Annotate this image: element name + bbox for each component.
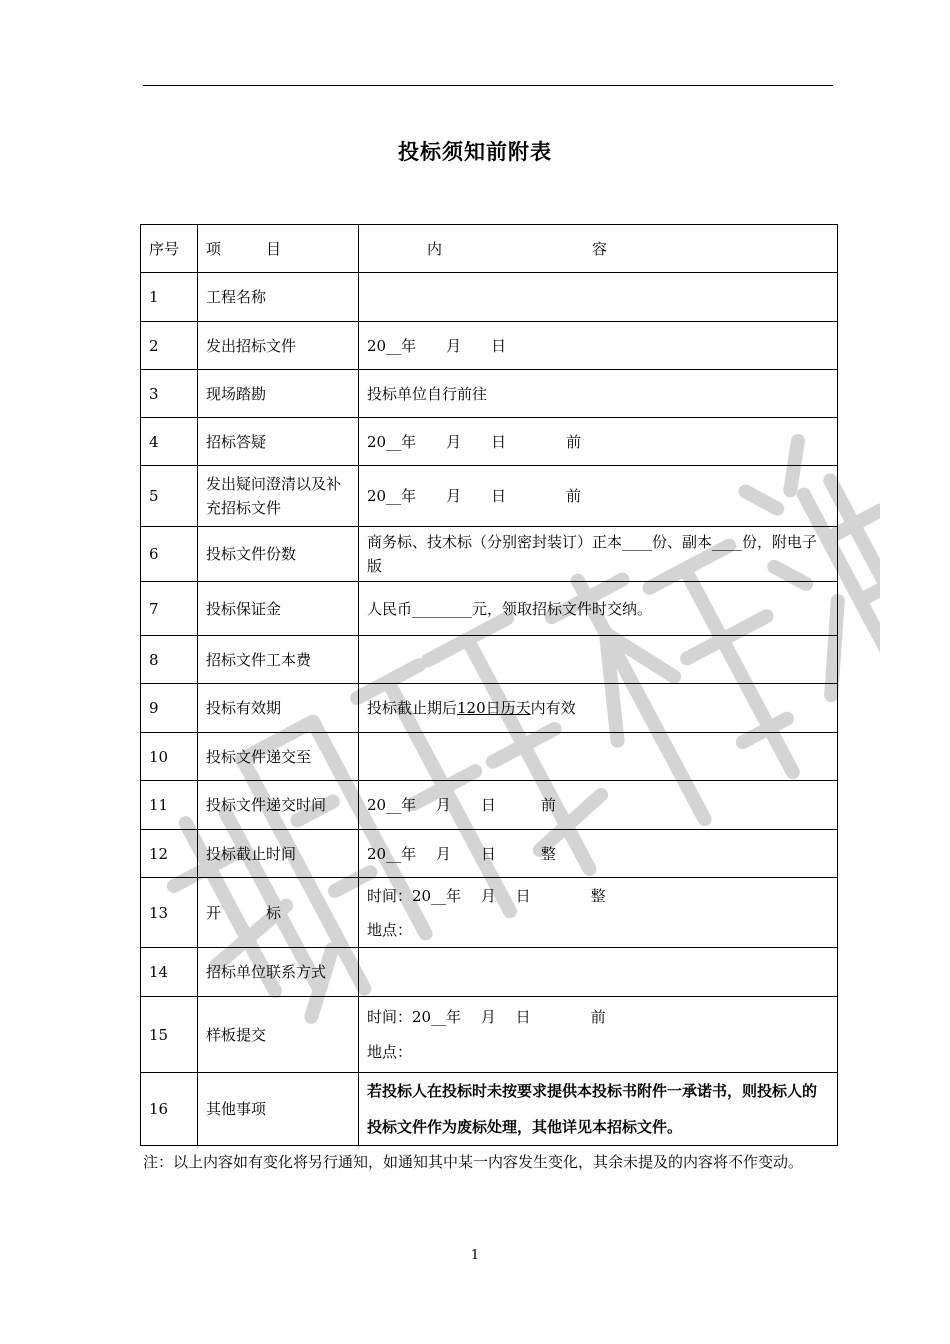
table-row	[141, 733, 838, 781]
row-content	[359, 733, 838, 781]
row-item: 现场踏勘	[198, 370, 359, 418]
row-item: 投标截止时间	[198, 830, 359, 878]
table-row	[141, 1073, 838, 1146]
row-item: 招标单位联系方式	[198, 948, 359, 997]
row-content: 若投标人在投标时未按要求提供本投标书附件一承诺书，则投标人的投标文件作为废标处理，其他详见本招标文件。	[359, 1073, 838, 1146]
row-item: 开 标	[198, 878, 359, 948]
row-content	[359, 636, 838, 684]
header-rule	[143, 85, 833, 86]
bid-info-table	[140, 224, 838, 1146]
validity-period: 120日历天	[457, 699, 531, 717]
location-line: 地点：	[367, 920, 413, 939]
row-no: 10	[141, 733, 198, 781]
row-item: 招标答疑	[198, 418, 359, 466]
table-header-row	[141, 225, 838, 273]
table-row	[141, 948, 838, 997]
table-row	[141, 370, 838, 418]
row-content: 商务标、技术标（分别密封装订）正本____份、副本____份，附电子版	[359, 527, 838, 582]
row-content: 20__年 月 日 前	[359, 781, 838, 830]
page-number: 1	[470, 1248, 480, 1263]
row-no: 8	[141, 636, 198, 684]
row-content: 20__年 月 日 前	[359, 466, 838, 527]
table-row	[141, 582, 838, 636]
row-no: 4	[141, 418, 198, 466]
row-no: 5	[141, 466, 198, 527]
header-no: 序号	[141, 225, 198, 273]
table-row	[141, 684, 838, 733]
row-content	[359, 273, 838, 322]
row-item: 投标文件递交时间	[198, 781, 359, 830]
location-line: 地点：	[367, 1043, 413, 1061]
row-content: 20__年 月 日 前	[359, 418, 838, 466]
row-item: 发出招标文件	[198, 322, 359, 370]
footnote: 注：以上内容如有变化将另行通知，如通知其中某一内容发生变化，其余未提及的内容将不作变动。	[143, 1153, 804, 1171]
row-content: 20__年 月 日 整	[359, 830, 838, 878]
row-content	[359, 948, 838, 997]
row-content: 投标截止期后120日历天内有效	[359, 684, 838, 733]
row-no: 12	[141, 830, 198, 878]
row-no: 9	[141, 684, 198, 733]
table-row	[141, 322, 838, 370]
table-row	[141, 527, 838, 582]
row-content: 20__年 月 日	[359, 322, 838, 370]
row-item: 投标保证金	[198, 582, 359, 636]
row-item: 其他事项	[198, 1073, 359, 1146]
row-content: 投标单位自行前往	[359, 370, 838, 418]
row-no: 6	[141, 527, 198, 582]
row-content	[359, 878, 838, 948]
table-row	[141, 466, 838, 527]
header-content: 内 容	[359, 225, 838, 273]
page-title: 投标须知前附表	[398, 139, 552, 164]
row-no: 1	[141, 273, 198, 322]
row-no: 13	[141, 878, 198, 948]
row-no: 15	[141, 997, 198, 1073]
time-line: 时间：20__年 月 日 整	[367, 886, 606, 905]
row-no: 11	[141, 781, 198, 830]
row-content: 人民币________元，领取招标文件时交纳。	[359, 582, 838, 636]
row-content	[359, 997, 838, 1073]
row-no: 3	[141, 370, 198, 418]
row-no: 7	[141, 582, 198, 636]
row-item: 投标文件递交至	[198, 733, 359, 781]
row-item: 招标文件工本费	[198, 636, 359, 684]
row-no: 16	[141, 1073, 198, 1146]
time-line: 时间：20__年 月 日 前	[367, 1008, 606, 1026]
table-row	[141, 781, 838, 830]
row-item: 投标有效期	[198, 684, 359, 733]
table-row	[141, 636, 838, 684]
header-item: 项 目	[198, 225, 359, 273]
table-row	[141, 997, 838, 1073]
row-item: 投标文件份数	[198, 527, 359, 582]
row-item: 发出疑问澄清以及补充招标文件	[198, 466, 359, 527]
row-no: 2	[141, 322, 198, 370]
table-row	[141, 878, 838, 948]
row-item: 工程名称	[198, 273, 359, 322]
table-row	[141, 418, 838, 466]
row-no: 14	[141, 948, 198, 997]
row-item: 样板提交	[198, 997, 359, 1073]
table-row	[141, 273, 838, 322]
table-row	[141, 830, 838, 878]
